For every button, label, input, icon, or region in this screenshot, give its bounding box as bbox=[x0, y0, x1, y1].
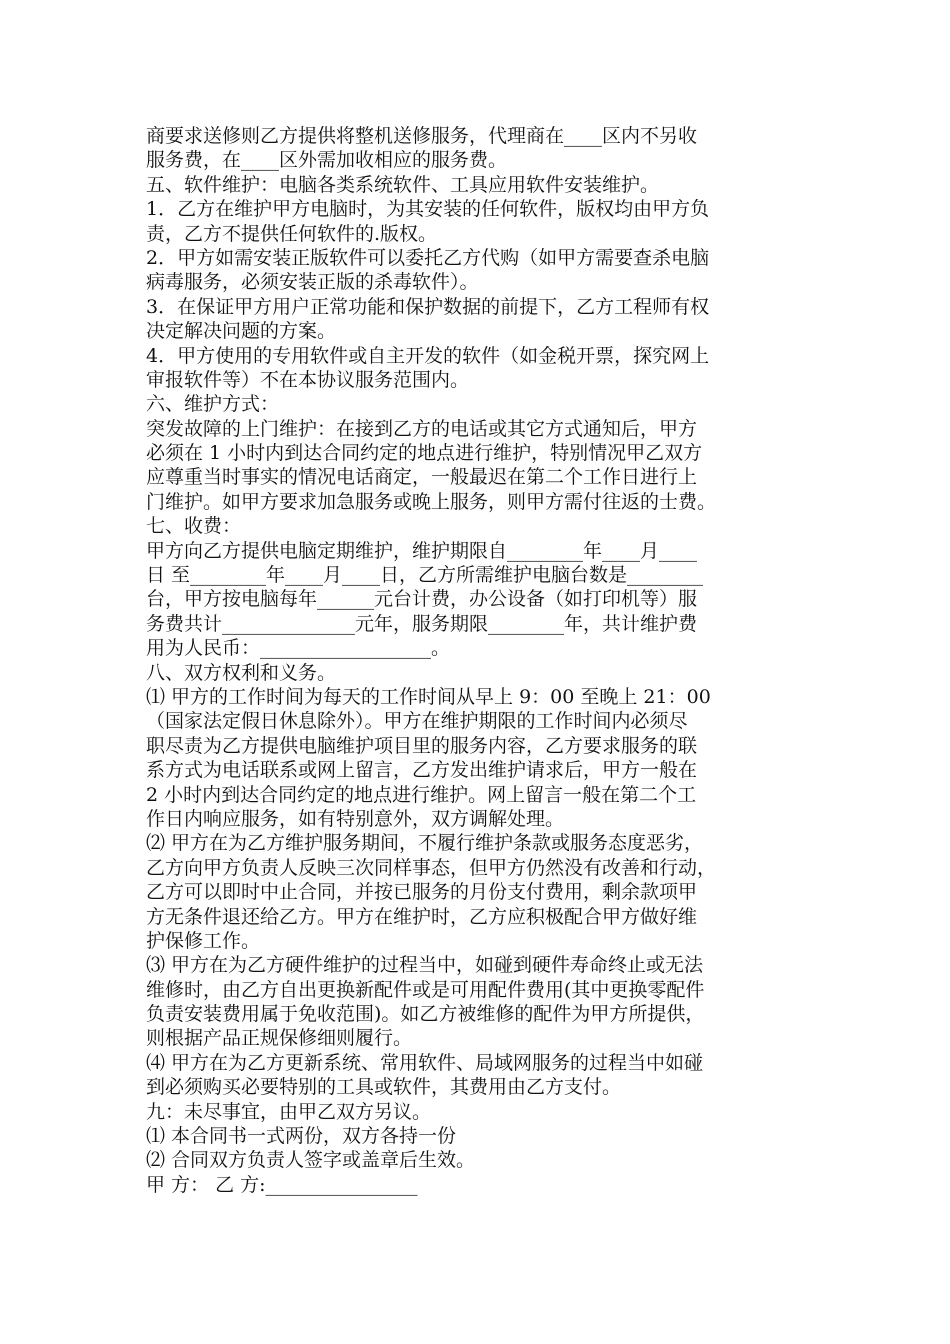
text-line: 4．甲方使用的专用软件或自主开发的软件（如金税开票，探究网上 bbox=[146, 344, 710, 367]
section-heading: 七、收费： bbox=[146, 515, 242, 538]
text-line: ⑶ 甲方在为乙方硬件维护的过程当中，如碰到硬件寿命终止或无法 bbox=[146, 954, 704, 977]
text-line: 必须在 1 小时内到达合同约定的地点进行维护，特别情况甲乙双方 bbox=[146, 442, 703, 465]
text-line: 审报软件等）不在本协议服务范围内。 bbox=[146, 368, 470, 391]
text-line: （国家法定假日休息除外）。甲方在维护期限的工作时间内必须尽 bbox=[146, 710, 688, 733]
text-line: 2 小时内到达合同约定的地点进行维护。网上留言一般在第二个工 bbox=[146, 783, 697, 806]
signature-line: 甲 方： 乙 方:________________ bbox=[146, 1173, 418, 1196]
text-line: 系方式为电话联系或网上留言，乙方发出维护请求后，甲方一般在 bbox=[146, 759, 698, 782]
text-line: 责，乙方不提供任何软件的.版权。 bbox=[146, 222, 438, 245]
section-heading: 八、双方权利和义务。 bbox=[146, 661, 337, 684]
text-line: 甲方向乙方提供电脑定期维护，维护期限自________年____月____ bbox=[146, 539, 698, 562]
text-line: 突发故障的上门维护：在接到乙方的电话或其它方式通知后，甲方 bbox=[146, 417, 698, 440]
section-heading: 九：未尽事宜，由甲乙双方另议。 bbox=[146, 1100, 432, 1123]
section-heading: 五、软件维护：电脑各类系统软件、工具应用软件安装维护。 bbox=[146, 173, 660, 196]
text-line: ⑵ 合同双方负责人签字或盖章后生效。 bbox=[146, 1149, 476, 1172]
text-line: 到必须购买必要特别的工具或软件，其费用由乙方支付。 bbox=[146, 1076, 622, 1099]
text-line: 维修时，由乙方自出更换新配件或是可用配件费用(其中更换零配件 bbox=[146, 978, 705, 1001]
text-line: 3．在保证甲方用户正常功能和保护数据的前提下，乙方工程师有权 bbox=[146, 295, 710, 318]
text-line: 务费共计______________元年，服务期限________年，共计维护费 bbox=[146, 612, 698, 635]
text-line: ⑴ 甲方的工作时间为每天的工作时间从早上 9：00 至晚上 21：00 bbox=[146, 685, 711, 708]
text-line: 乙方向甲方负责人反映三次同样事态，但甲方仍然没有改善和行动， bbox=[146, 856, 717, 879]
text-line: 1．乙方在维护甲方电脑时，为其安装的任何软件，版权均由甲方负 bbox=[146, 198, 710, 221]
text-line: 作日内响应服务，如有特别意外，双方调解处理。 bbox=[146, 807, 565, 830]
text-line: ⑷ 甲方在为乙方更新系统、常用软件、局域网服务的过程当中如碰 bbox=[146, 1051, 704, 1074]
text-line: 台，甲方按电脑每年______元台计费，办公设备（如打印机等）服 bbox=[146, 588, 698, 611]
text-line: 病毒服务，必须安装正版的杀毒软件）。 bbox=[146, 271, 479, 294]
text-line: 方无条件退还给乙方。甲方在维护时，乙方应积极配合甲方做好维 bbox=[146, 905, 698, 928]
text-line: 用为人民币：__________________。 bbox=[146, 637, 451, 660]
text-line: 乙方可以即时中止合同，并按已服务的月份支付费用，剩余款项甲 bbox=[146, 881, 698, 904]
text-line: 负责安装费用属于免收范围)。如乙方被维修的配件为甲方所提供， bbox=[146, 1003, 705, 1026]
document-body bbox=[146, 124, 816, 1197]
text-line: 护保修工作。 bbox=[146, 929, 261, 952]
text-line: 应尊重当时事实的情况电话商定，一般最迟在第二个工作日进行上 bbox=[146, 466, 698, 489]
section-heading: 六、维护方式： bbox=[146, 393, 280, 416]
text-line: 日 至________年____月____日，乙方所需维护电脑台数是________ bbox=[146, 564, 704, 587]
text-line: 职尽责为乙方提供电脑维护项目里的服务内容，乙方要求服务的联 bbox=[146, 734, 698, 757]
text-line: 2．甲方如需安装正版软件可以委托乙方代购（如甲方需要查杀电脑 bbox=[146, 246, 710, 269]
text-line: 决定解决问题的方案。 bbox=[146, 320, 337, 343]
text-line: 则根据产品正规保修细则履行。 bbox=[146, 1027, 413, 1050]
text-line: ⑴ 本合同书一式两份，双方各持一份 bbox=[146, 1125, 457, 1148]
text-line: 门维护。如甲方要求加急服务或晚上服务，则甲方需付往返的士费。 bbox=[146, 490, 717, 513]
text-line: 商要求送修则乙方提供将整机送修服务，代理商在____区内不另收 bbox=[146, 125, 698, 147]
text-line: 服务费，在____区外需加收相应的服务费。 bbox=[146, 149, 508, 172]
text-line: ⑵ 甲方在为乙方维护服务期间，不履行维护条款或服务态度恶劣， bbox=[146, 832, 704, 855]
